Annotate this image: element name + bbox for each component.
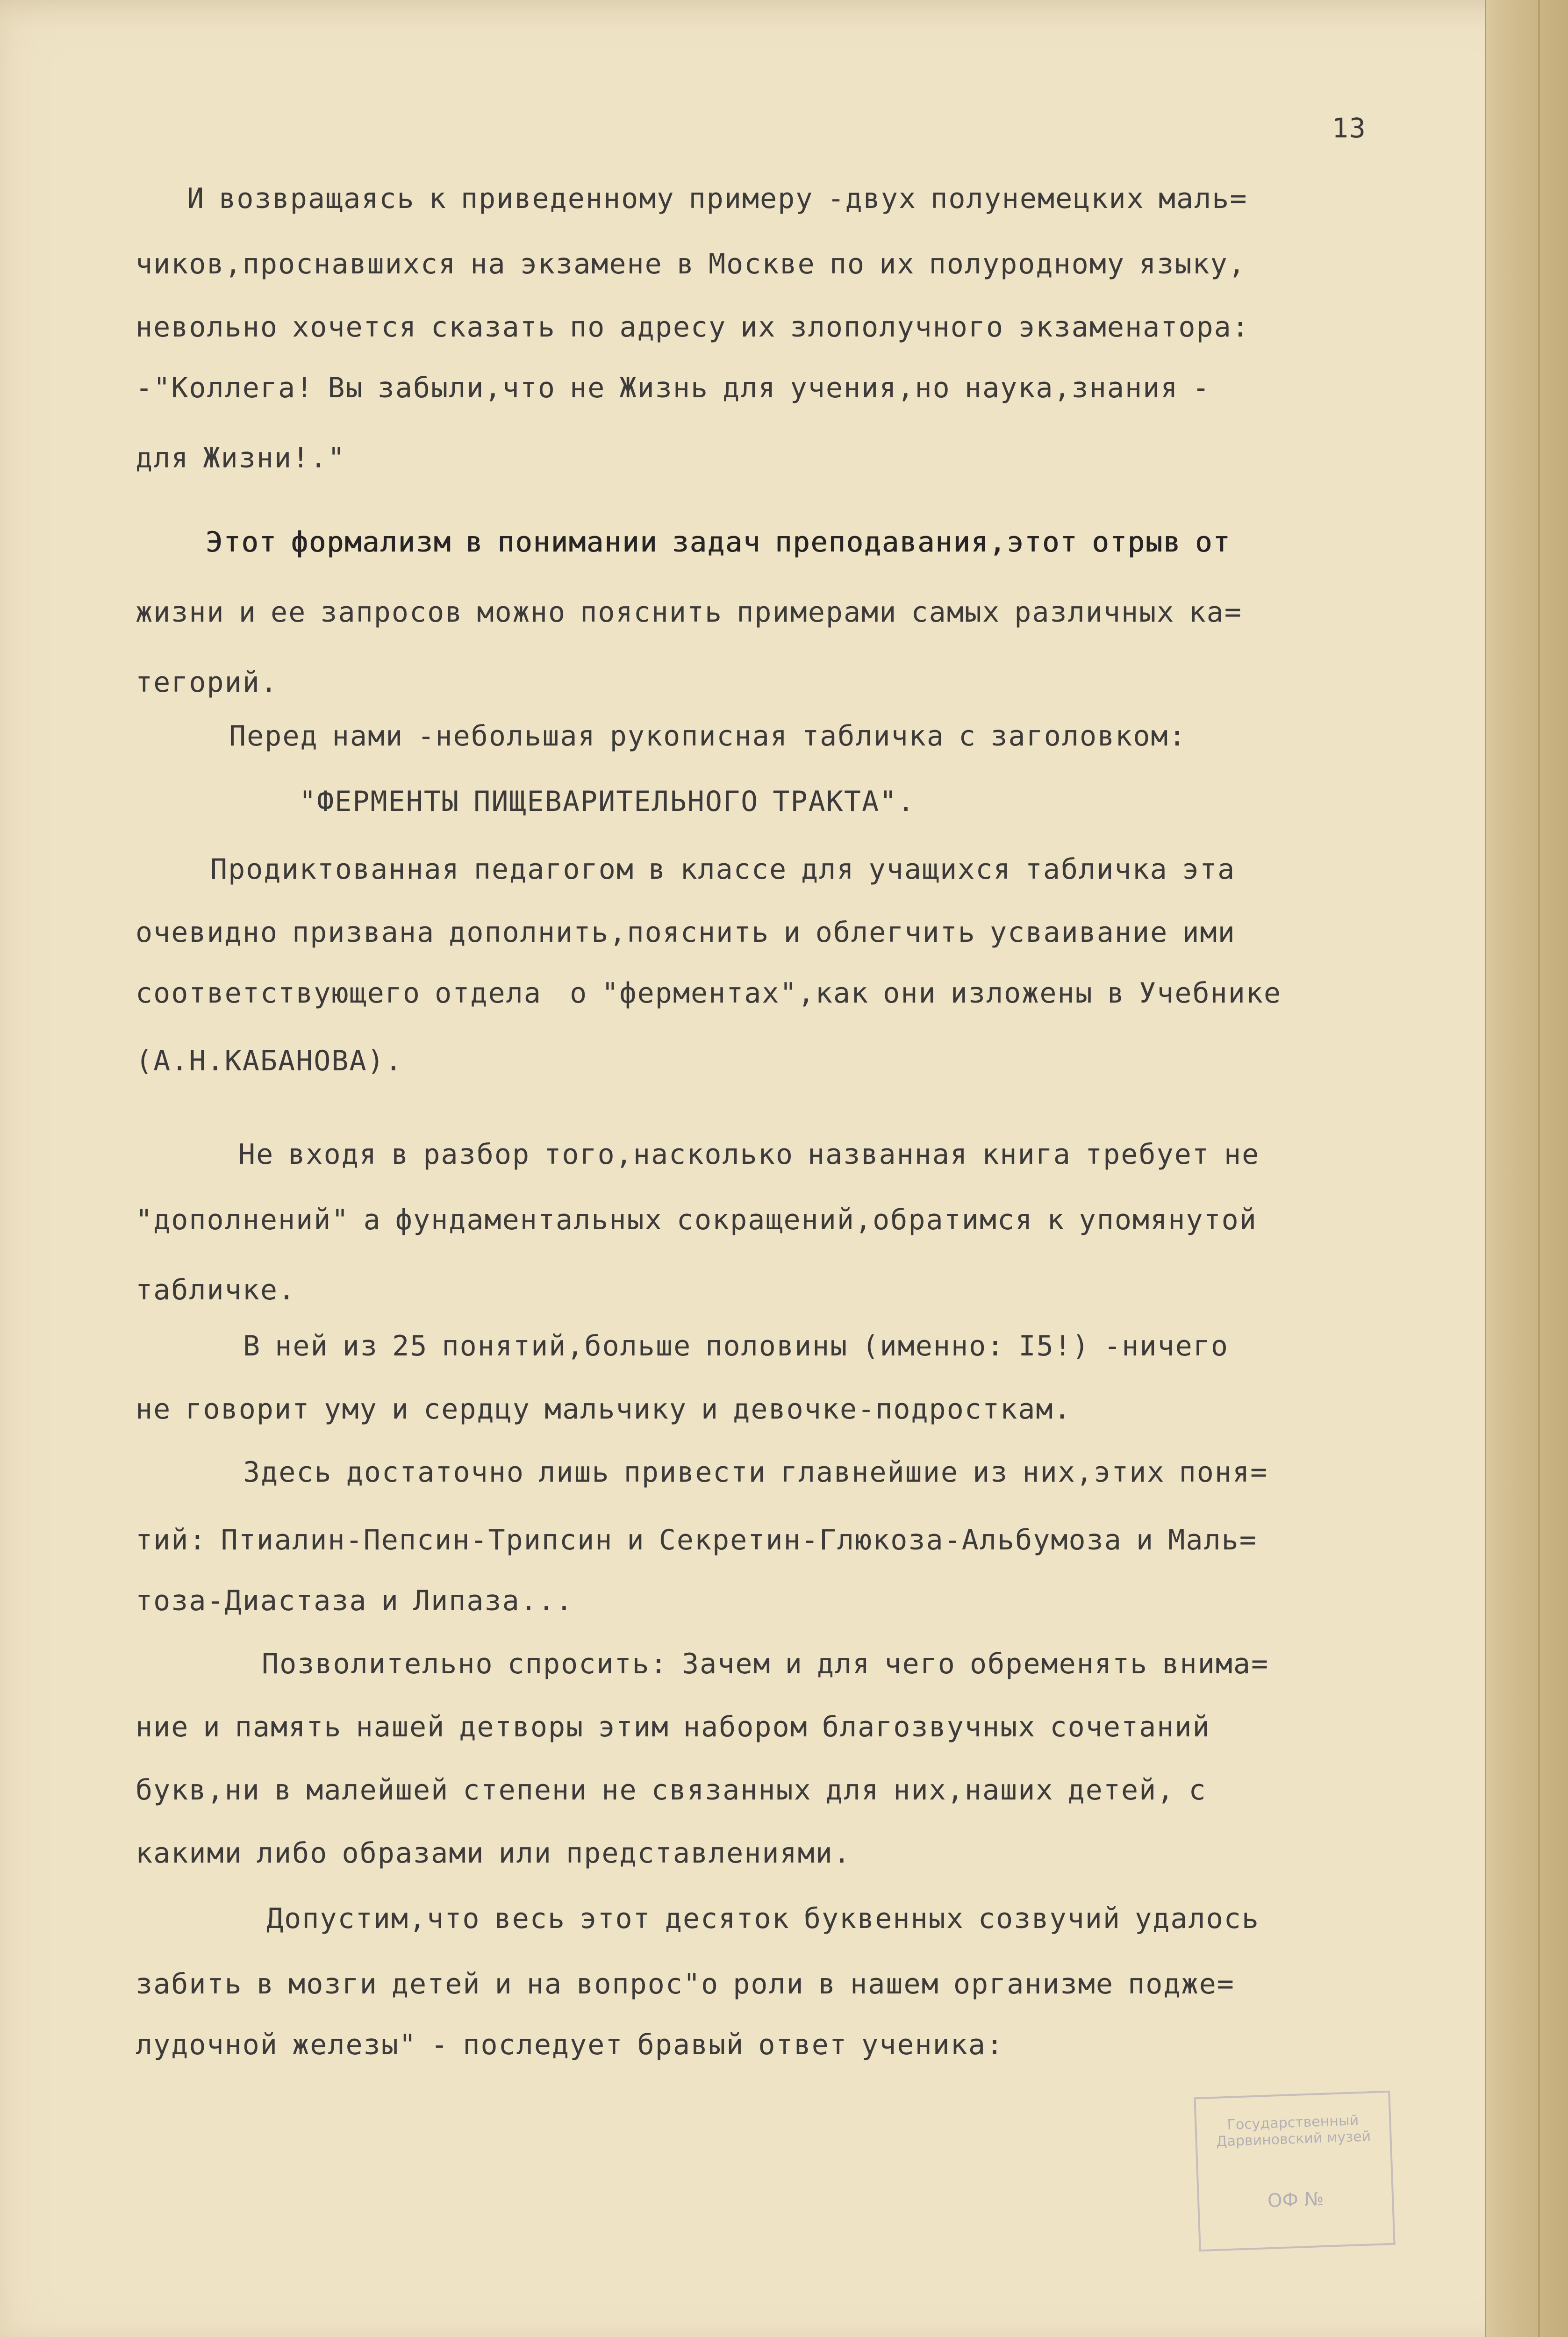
text-line: (А.Н.КАБАНОВА). xyxy=(136,1045,403,1077)
text-line: -"Коллега! Вы забыли,что не Жизнь для учения,но наука,знания - xyxy=(136,372,1210,404)
text-line: "дополнений" а фундаментальных сокращений,обратимся к упомянутой xyxy=(136,1204,1257,1236)
text-line: очевидно призвана дополнить,пояснить и облегчить усваивание ими xyxy=(136,916,1236,949)
text-line: Допустим,что весь этот десяток буквенных созвучий удалось xyxy=(266,1902,1260,1935)
text-line: не говорит уму и сердцу мальчику и девочке-подросткам. xyxy=(136,1393,1072,1426)
archive-stamp xyxy=(1194,2091,1395,2251)
stamp-line: ОФ № xyxy=(1267,2188,1325,2212)
text-line: забить в мозги детей и на вопрос"о роли в нашем организме подже= xyxy=(136,1968,1235,2000)
text-line: Перед нами -небольшая рукописная табличка с заголовком: xyxy=(229,720,1187,753)
text-line: В ней из 25 понятий,больше половины (именно: I5!) -ничего xyxy=(243,1330,1229,1362)
text-line: тегорий. xyxy=(136,666,278,699)
text-line: И возвращаясь к приведенному примеру -двух полунемецких маль= xyxy=(187,182,1248,215)
text-line: Позволительно спросить: Зачем и для чего обременять внима= xyxy=(262,1648,1269,1680)
text-line: соответствующего отдела о "ферментах",как они изложены в Учебнике xyxy=(136,977,1282,1010)
text-line: тоза-Диастаза и Липаза... xyxy=(136,1584,574,1617)
text-line: для Жизни!." xyxy=(136,442,346,474)
table-heading: "ФЕРМЕНТЫ ПИЩЕВАРИТЕЛЬНОГО ТРАКТА". xyxy=(299,785,916,818)
text-line: лудочной железы" - последует бравый ответ ученика: xyxy=(136,2029,1004,2061)
stamp-line: Дарвиновский музей xyxy=(1216,2128,1371,2150)
text-line: Здесь достаточно лишь привести главнейшие из них,этих поня= xyxy=(243,1456,1268,1489)
page-number: 13 xyxy=(1332,112,1367,144)
text-line: Не входя в разбор того,насколько названная книга требует не xyxy=(238,1138,1260,1171)
text-line: невольно хочется сказать по адресу их злополучного экзаменатора: xyxy=(136,311,1250,344)
text-line: жизни и ее запросов можно пояснить примерами самых различных ка= xyxy=(136,596,1242,629)
text-line: Продиктованная педагогом в классе для учащихся табличка эта xyxy=(210,853,1236,886)
text-line: табличке. xyxy=(136,1274,296,1306)
stamp-line: Государственный xyxy=(1227,2112,1359,2133)
text-line: какими либо образами или представлениями. xyxy=(136,1837,852,1870)
text-line: ние и память нашей детворы этим набором благозвучных сочетаний xyxy=(136,1711,1210,1743)
text-line: тий: Птиалин-Пепсин-Трипсин и Секретин-Глюкоза-Альбумоза и Маль= xyxy=(136,1524,1257,1556)
text-line: букв,ни в малейшей степени не связанных для них,наших детей, с xyxy=(136,1774,1207,1807)
text-line: Этот формализм в понимании задач преподавания,этот отрыв от xyxy=(206,526,1231,559)
text-line: чиков,проснавшихся на экзамене в Москве по их полуродному языку, xyxy=(136,248,1246,280)
